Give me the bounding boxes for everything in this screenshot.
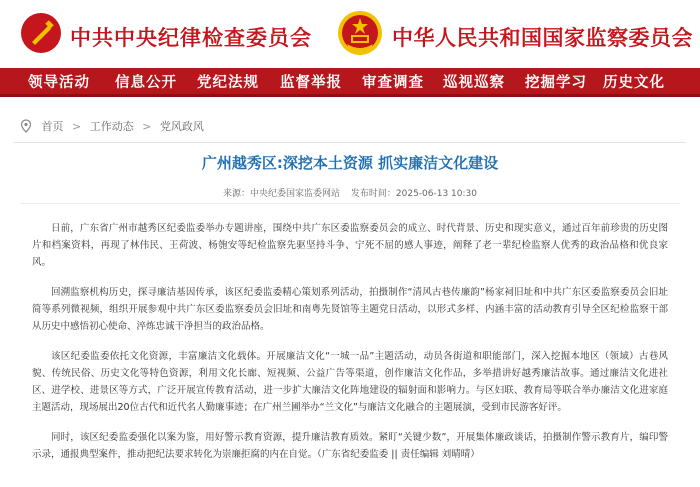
nav-item-study[interactable]: 挖掘学习 — [525, 75, 587, 91]
nav-item-investigation[interactable]: 审查调查 — [362, 75, 424, 91]
nav-item-info[interactable]: 信息公开 — [115, 75, 177, 91]
article-published-time: 发布时间：2025-06-13 10:30 — [350, 189, 477, 199]
breadcrumb-home[interactable]: 首页 — [41, 120, 64, 133]
divider — [14, 142, 686, 143]
breadcrumb-separator: > — [72, 120, 82, 133]
article-source: 来源：中央纪委国家监委网站 — [223, 189, 341, 199]
breadcrumb-work-news[interactable]: 工作动态 — [89, 120, 134, 133]
divider — [20, 203, 680, 204]
article-meta — [0, 186, 700, 199]
nav-item-leaders[interactable]: 领导活动 — [28, 75, 90, 91]
article-paragraph: 回溯监察机构历史，探寻廉洁基因传承，该区纪委监委精心策划系列活动，拍摄制作“清风古巷传廉韵”杨家祠旧址和中共广东区委监察委员会旧址简等系列微视频，组织开展参观中共广东区委监察委员会旧址和南粤先贤馆等主题党日活动，以形式多样、内涵丰富的活动教育引导全区纪检监察干部从历史中感悟初心使命、淬炼忠诚干净担当的政治品格。 — [32, 287, 668, 332]
main-nav — [0, 68, 700, 97]
article-paragraph: 日前，广东省广州市越秀区纪委监委举办专题讲座，围绕中共广东区委监察委员会的成立、时代背景、历史和现实意义，通过百年前珍贵的历史图片和档案资料，再现了林伟民、王荷波、杨匏安等纪检监察先驱坚持斗争、宁死不屈的感人事迹，阐释了老一辈纪检监察人优秀的政治品格和优良家风。 — [32, 223, 668, 268]
article-body — [32, 220, 668, 476]
site-header — [0, 0, 700, 68]
article-paragraph: 该区纪委监委依托文化资源，丰富廉洁文化载体。开展廉洁文化“一城一品”主题活动，动员各街道和职能部门，深入挖掘本地区（领域）古巷风貌、传统民俗、历史文化等特色资源，利用文化长廊、短视频、公益广告等渠道，创作廉洁文化作品，多举措讲好越秀廉洁故事。通过廉洁文化进社区、进学校、进景区等方式，广泛开展宣传教育活动，进一步扩大廉洁文化阵地建设的辐射面和影响力。与区妇联、教育局等联合举办廉洁文化进家庭主题活动，现场展出20位古代和近代名人勤廉事迹；在广州兰圃举办“兰文化”与廉洁文化融合的主题展演，受到市民游客好评。 — [32, 351, 668, 413]
nav-item-inspection[interactable]: 巡视巡察 — [443, 75, 505, 91]
breadcrumb-current[interactable]: 党风政风 — [159, 120, 204, 133]
breadcrumb-separator: > — [142, 120, 152, 133]
party-emblem-icon — [20, 12, 62, 54]
nav-item-history[interactable]: 历史文化 — [603, 75, 665, 91]
location-pin-icon — [20, 119, 32, 133]
article-paragraph: 同时，该区纪委监委强化以案为鉴，用好警示教育资源，提升廉洁教育质效。紧盯“关键少数”，开展集体廉政谈话，拍摄制作警示教育片，编印警示录，通报典型案件，推动把纪法要求转化为崇廉拒腐的内在自觉。（广东省纪委监委 || 责任编辑 刘晴晴） — [32, 432, 668, 460]
national-emblem-icon — [337, 10, 383, 56]
breadcrumb — [20, 118, 204, 134]
site-title-nsc[interactable]: 中华人民共和国国家监察委员会 — [392, 25, 693, 50]
site-title-cpc[interactable]: 中共中央纪律检查委员会 — [70, 25, 312, 50]
nav-item-regulations[interactable]: 党纪法规 — [197, 75, 259, 91]
nav-item-report[interactable]: 监督举报 — [280, 75, 342, 91]
article-title: 广州越秀区:深挖本土资源 抓实廉洁文化建设 — [201, 154, 499, 172]
